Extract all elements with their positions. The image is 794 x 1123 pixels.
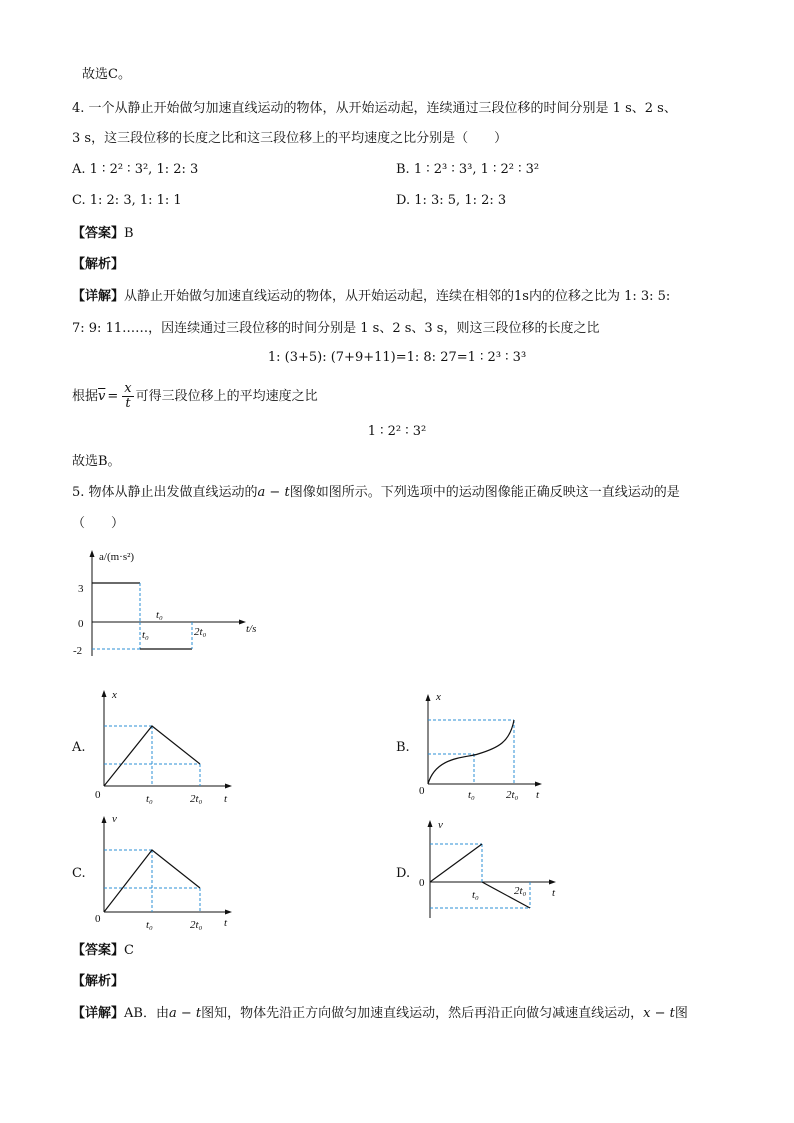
prev-conclusion: 故选C。 [82, 67, 131, 82]
q4-option-d: D. 1: 3: 5, 1: 2: 3 [396, 193, 507, 208]
q5-option-c-label: C. [72, 866, 86, 881]
q4-equation-2: 根据$\overline{v}$ = $\frac{x}{t}$ 可得三段位移上的平均速度之比 [72, 381, 318, 411]
answer-value: C [124, 943, 134, 958]
svg-text:0: 0 [95, 913, 101, 925]
q4-equation-1: 1: (3+5): (7+9+11)=1: 8: 27=1 ∶ 2³ ∶ 3³ [267, 350, 527, 365]
q4-option-a: A. 1 ∶ 2² ∶ 3², 1: 2: 3 [72, 162, 199, 177]
svg-text:t₀: t₀ [472, 889, 479, 901]
a-axis-label: a/(m·s²) [99, 551, 135, 563]
q4-equation-3: 1 ∶ 2² ∶ 3² [367, 424, 427, 439]
detail-tag: 【详解】 [72, 289, 125, 304]
q4-stem-line1: 4. 一个从静止开始做匀加速直线运动的物体，从开始运动起，连续通过三段位移的时间分别是 1 s、2 s、 [72, 101, 677, 116]
svg-text:v: v [112, 813, 117, 825]
q5-analysis-tag [72, 973, 124, 991]
eq2-suffix: 可得三段位移上的平均速度之比 [135, 389, 318, 404]
q4-option-c: C. 1: 2: 3, 1: 1: 1 [72, 193, 182, 208]
q4-detail-line2: 7: 9: 11……，因连续通过三段位移的时间分别是 1 s、2 s、3 s，则这三段位移的长度之比 [72, 321, 600, 336]
q5-option-a-label: A. [72, 740, 86, 755]
q4-stem-line2: 3 s，这三段位移的长度之比和这三段位移上的平均速度之比分别是（ ） [72, 131, 508, 146]
svg-text:2t₀: 2t₀ [190, 793, 203, 805]
q4-option-b: B. 1 ∶ 2³ ∶ 3³, 1 ∶ 2² ∶ 3² [396, 162, 540, 177]
svg-text:2t₀: 2t₀ [506, 789, 519, 801]
svg-text:v: v [438, 819, 443, 831]
q4-answer [72, 225, 134, 243]
svg-text:x: x [112, 689, 117, 701]
svg-text:2t₀: 2t₀ [190, 919, 203, 931]
answer-value: B [124, 226, 134, 241]
y-tick-3: 3 [78, 583, 84, 595]
mean-velocity-symbol: $\overline{v}$ [98, 389, 106, 404]
eq2-prefix: 根据 [72, 389, 99, 404]
2t0-label: 2t₀ [194, 626, 207, 638]
answer-tag: 【答案】 [72, 226, 125, 241]
svg-text:t: t [552, 887, 556, 899]
detail-text: 从静止开始做匀加速直线运动的物体，从开始运动起，连续在相邻的1s内的位移之比为 1: 3: 5: [124, 289, 671, 304]
q4-analysis-tag [72, 256, 124, 274]
svg-text:0: 0 [419, 785, 425, 797]
q5-detail-line1: 【详解】AB．由a − t图知，物体先沿正方向做匀加速直线运动，然后再沿正向做匀减速直线运动，x − t图 [72, 1006, 688, 1021]
q4-conclusion: 故选B。 [72, 454, 121, 469]
answer-tag: 【答案】 [72, 943, 125, 958]
svg-text:t: t [536, 789, 540, 801]
q5-stem-line2: （ ） [72, 516, 125, 531]
q5-answer [72, 942, 134, 960]
t0-label-above: t₀ [156, 609, 163, 621]
svg-text:0: 0 [419, 877, 425, 889]
analysis-tag: 【解析】 [72, 257, 125, 272]
q5-stem-line1: 5. 物体从静止出发做直线运动的a − t图像如图所示。下列选项中的运动图像能正确反映这一直线运动的是 [72, 485, 680, 500]
svg-text:x: x [436, 691, 441, 703]
q5-option-d-label: D. [396, 866, 411, 881]
q4-detail-line1 [72, 288, 670, 306]
y-tick-neg2: -2 [73, 645, 83, 657]
option-d-graph [416, 814, 576, 922]
option-b-graph [416, 686, 576, 804]
detail-tag: 【详解】 [72, 1006, 125, 1021]
svg-text:0: 0 [95, 789, 101, 801]
svg-text:t₀: t₀ [468, 789, 475, 801]
analysis-tag: 【解析】 [72, 974, 125, 989]
svg-text:t: t [224, 917, 228, 929]
svg-text:t₀: t₀ [146, 793, 153, 805]
option-c-graph [92, 810, 252, 934]
svg-text:t: t [224, 793, 228, 805]
x-over-t-fraction: $\frac{x}{t}$ [124, 381, 132, 411]
option-a-graph [92, 686, 252, 808]
a-t-symbol: a − t [257, 485, 290, 500]
t-axis-label: t/s [246, 623, 257, 635]
svg-text:t₀: t₀ [146, 919, 153, 931]
svg-text:2t₀: 2t₀ [514, 885, 527, 897]
y-tick-0: 0 [78, 618, 84, 630]
q5-option-b-label: B. [396, 740, 410, 755]
a-t-graph [70, 546, 260, 676]
t0-label-below: t₀ [142, 629, 149, 641]
